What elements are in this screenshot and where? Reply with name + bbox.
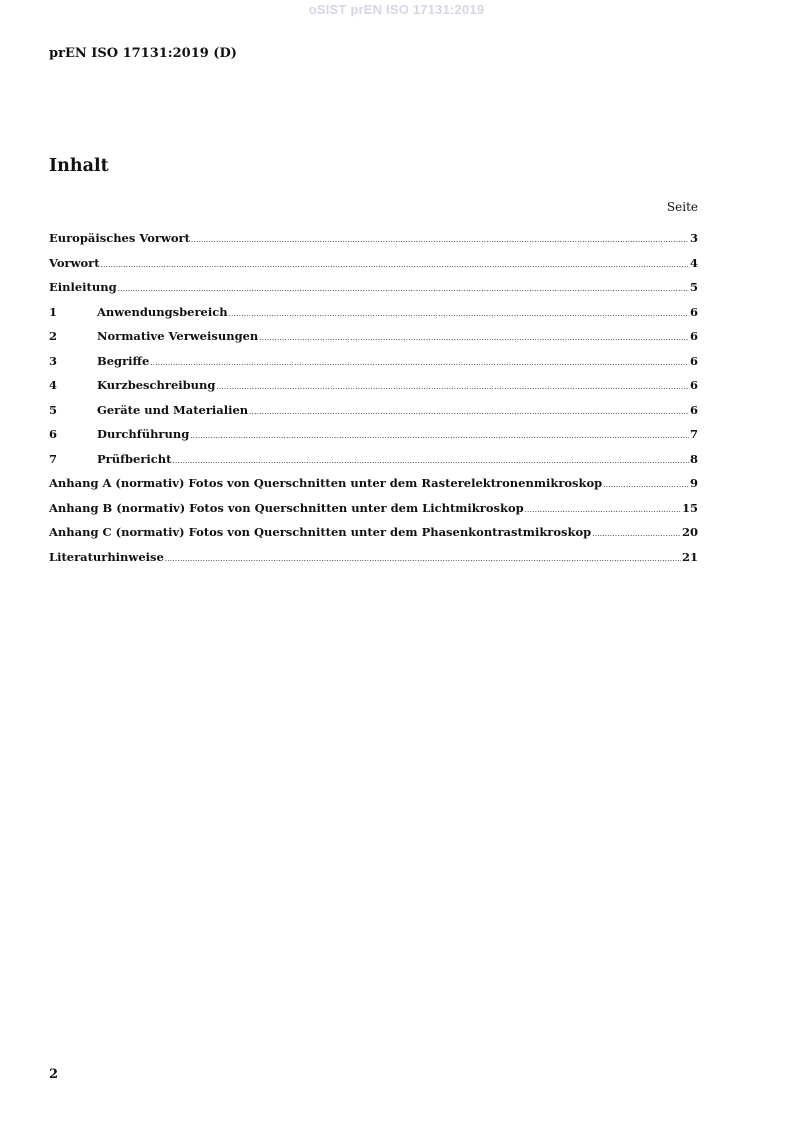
dot-leader [101, 261, 689, 269]
toc-entry-number: 3 [49, 353, 58, 368]
toc-entry-page: 6 [689, 304, 698, 319]
toc-entry-title: Normative Verweisungen [97, 329, 259, 343]
toc-entry-page: 21 [681, 549, 698, 564]
toc-heading: Inhalt [49, 156, 109, 176]
toc-entry-number: 7 [49, 451, 58, 466]
toc-entry[interactable] [49, 476, 698, 501]
toc-entry-title: Anhang A (normativ) Fotos von Querschnitten unter dem Rasterelektronenmikroskop [49, 476, 603, 490]
dot-leader [525, 506, 681, 514]
toc-entry[interactable] [49, 427, 698, 452]
dot-leader [603, 481, 689, 489]
toc-entry[interactable] [49, 452, 698, 477]
toc-entry[interactable] [49, 525, 698, 550]
dot-leader [216, 383, 689, 391]
dot-leader [118, 285, 689, 293]
watermark: oSIST prEN ISO 17131:2019 [308, 2, 485, 17]
toc-entry[interactable] [49, 305, 698, 330]
toc-entry-title: Durchführung [97, 427, 190, 441]
toc-entry-page: 4 [689, 255, 698, 270]
toc-entry-title: Kurzbeschreibung [97, 378, 216, 392]
toc-entry-page: 6 [689, 353, 698, 368]
dot-leader [249, 408, 689, 416]
dot-leader [191, 236, 689, 244]
toc-entry-page: 7 [689, 427, 698, 441]
page-number: 2 [49, 1067, 59, 1082]
dot-leader [165, 555, 681, 563]
dot-leader [172, 457, 689, 465]
toc-entry[interactable] [49, 280, 698, 305]
toc-entry-page: 20 [681, 525, 698, 539]
toc-entry-number: 2 [49, 329, 58, 343]
toc-entry[interactable] [49, 403, 698, 428]
toc-entry-title: Literaturhinweise [49, 549, 164, 564]
toc-entry[interactable] [49, 329, 698, 354]
toc-entry[interactable] [49, 231, 698, 256]
toc-entry-title: Prüfbericht [97, 451, 172, 466]
toc-entry[interactable] [49, 256, 698, 281]
toc-entry-page: 6 [689, 329, 698, 343]
toc-entry-title: Einleitung [49, 280, 117, 294]
page-column-label: Seite [666, 200, 698, 214]
toc-entry-title: Anhang B (normativ) Fotos von Querschnitten unter dem Lichtmikroskop [49, 500, 524, 515]
toc-entry-page: 9 [689, 476, 698, 490]
toc-entry-page: 8 [689, 451, 698, 466]
toc-entry-title: Anhang C (normativ) Fotos von Querschnitten unter dem Phasenkontrastmikroskop [49, 525, 592, 539]
toc-entry[interactable] [49, 501, 698, 526]
toc-entry-title: Vorwort [49, 255, 100, 270]
dot-leader [150, 359, 689, 367]
toc-entry[interactable] [49, 378, 698, 403]
dot-leader [229, 310, 689, 318]
toc-entry-page: 5 [689, 280, 698, 294]
toc-entry-number: 6 [49, 427, 58, 441]
toc-entry-number: 5 [49, 402, 58, 417]
dot-leader [259, 334, 689, 342]
dot-leader [592, 530, 681, 538]
toc-entry-title: Begriffe [97, 353, 150, 368]
toc-entry[interactable] [49, 550, 698, 575]
toc-entry-title: Europäisches Vorwort [49, 231, 190, 245]
toc-entry[interactable] [49, 354, 698, 379]
toc-entry-page: 15 [681, 500, 698, 515]
toc-entry-number: 1 [49, 304, 58, 319]
toc-entry-title: Anwendungsbereich [97, 304, 228, 319]
table-of-contents [49, 231, 698, 574]
toc-entry-page: 6 [689, 402, 698, 417]
toc-entry-page: 3 [689, 231, 698, 245]
toc-entry-title: Geräte und Materialien [97, 402, 249, 417]
document-id: prEN ISO 17131:2019 (D) [49, 46, 237, 61]
dot-leader [190, 432, 689, 440]
toc-entry-page: 6 [689, 378, 698, 392]
toc-entry-number: 4 [49, 378, 58, 392]
